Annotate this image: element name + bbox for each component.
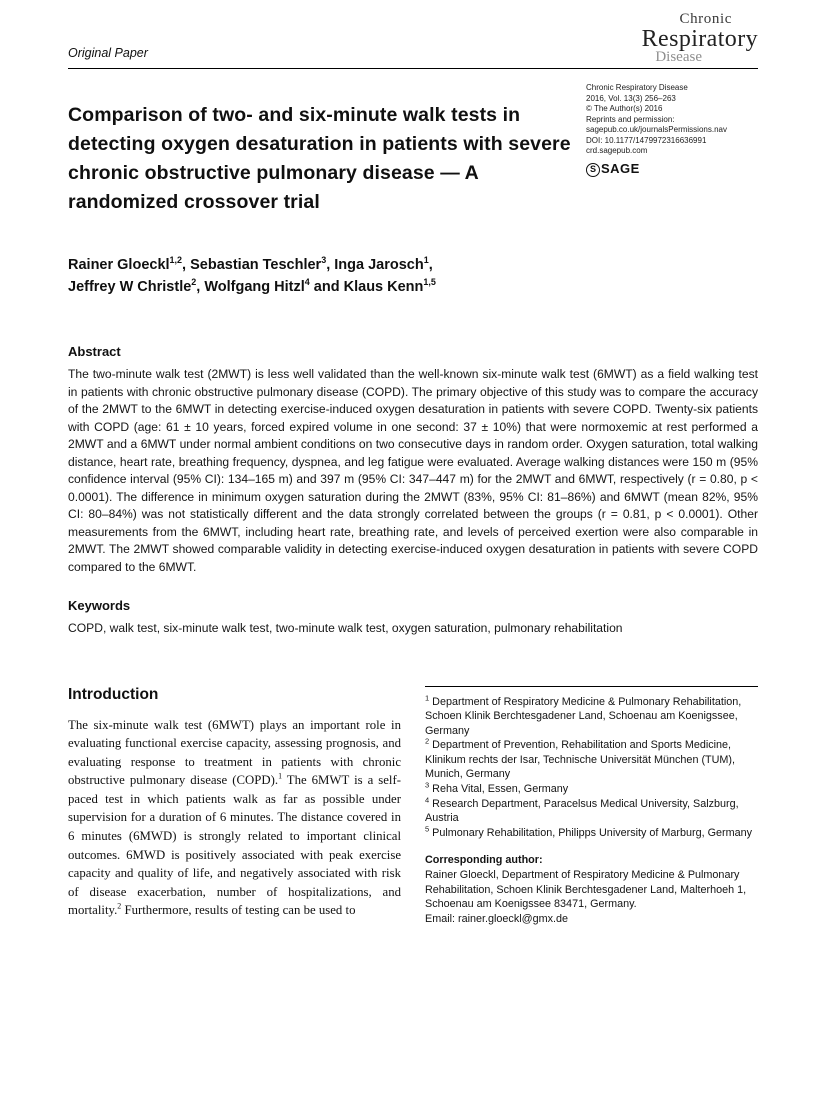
introduction-paragraph (68, 716, 401, 921)
meta-journal-name: Chronic Respiratory Disease (586, 83, 688, 92)
affiliation-number: 1 (425, 692, 430, 702)
author-name: Sebastian Teschler (190, 257, 322, 273)
title-meta-row (68, 69, 758, 298)
intro-text-part: The six-minute walk test (6MWT) plays an important role in evaluating functional exercise capacity, assessing prognosis, and evaluating response to treatment in patients with chronic obstructive pulmonary disease (COPD). (68, 717, 401, 788)
author-affil-sup: 3 (321, 255, 327, 266)
corresponding-author-text: Rainer Gloeckl, Department of Respiratory Medicine & Pulmonary Rehabilitation, Schoen Klinik Berchtesgadener Land, Malterhoeh 1, Schoenau am Koenigssee 83471, Germany. (425, 869, 747, 911)
meta-copyright: © The Author(s) 2016 (586, 104, 663, 113)
meta-reprints: Reprints and permission: (586, 114, 675, 124)
author-name: Wolfgang Hitzl (204, 278, 305, 295)
abstract-section (68, 344, 758, 576)
abstract-text: The two-minute walk test (2MWT) is less well validated than the well-known six-minute walk test (6MWT) as a field walking test in patients with chronic obstructive pulmonary disease (COPD). The primary objective of this study was to compare the accuracy of the 2MWT to the 6MWT in detecting exercise-induced oxygen desaturation in patients with severe COPD. Twenty-six patients with COPD (age: 61 ± 10 years, forced expired volume in one second: 37 ± 10%) that were normoxemic at rest performed a 2MWT and a 6MWT under normal ambient conditions on two consecutive days in random order. Oxygen saturation, total walking distance, heart rate, breathing frequency, dyspnea, and leg fatigue were evaluated. Average walking distances were 150 m (95% confidence interval (95% CI): 134–165 m) and 397 m (95% CI: 347–447 m) for the 2MWT and 6MWT, respectively (r = 0.80, p < 0.0001). The difference in minimum oxygen saturation during the 2MWT (83%, 95% CI: 81–86%) and 6MWT (mean 82%, 95% CI: 80–84%) was not statistically different and the data strongly correlated between the groups (r = 0.81, p < 0.0001). Other measurements from the 6MWT, including heart rate, breathing rate, and levels of perceived exertion were also comparable in 2MWT. The 2MWT showed comparable validity in detecting exercise-induced oxygen desaturation in patients with severe COPD compared to the 6MWT. (68, 367, 758, 574)
journal-logo-line-disease: Disease (655, 49, 702, 65)
author-affil-sup: 1,2 (169, 255, 183, 266)
authors-line (68, 255, 573, 298)
meta-volume-pages: 2016, Vol. 13(3) 256–263 (586, 93, 676, 103)
author (68, 257, 190, 273)
journal-logo-line-chronic: Chronic (679, 11, 732, 27)
author (343, 276, 436, 295)
affiliation-number: 4 (425, 795, 430, 805)
author-separator: , (428, 257, 433, 273)
citation-meta-block (586, 83, 758, 298)
meta-doi: DOI: 10.1177/1479972316636991 (586, 135, 707, 145)
author-separator: , (326, 257, 335, 273)
author-name: Inga Jarosch (334, 257, 424, 273)
journal-logo (642, 12, 758, 65)
author-affil-sup: 4 (304, 276, 310, 287)
affiliation-text: Reha Vital, Essen, Germany (429, 783, 569, 796)
title-column (68, 69, 573, 298)
affiliation-item (425, 738, 758, 782)
introduction-column (68, 686, 401, 927)
intro-text-part: Furthermore, results of testing can be used to (121, 903, 356, 918)
corresponding-author-heading: Corresponding author: (425, 854, 543, 867)
corresponding-author-email: Email: rainer.gloeckl@gmx.de (425, 912, 568, 925)
paper-title: Comparison of two- and six-minute walk tests in detecting oxygen desaturation in patients with severe chronic obstructive pulmonary disease — A randomized crossover trial (68, 104, 571, 213)
sage-logo-text: SAGE (601, 161, 640, 177)
body-columns (68, 686, 758, 927)
affiliation-item (425, 782, 758, 797)
author-separator: and (309, 278, 344, 295)
author (68, 276, 205, 295)
author-name: Rainer Gloeckl (68, 257, 170, 273)
author-separator: , (196, 278, 205, 295)
author (204, 276, 344, 295)
affiliations-column (425, 686, 758, 927)
affiliation-item (425, 826, 758, 841)
affiliation-item (425, 797, 758, 826)
meta-permissions-url: sagepub.co.uk/journalsPermissions.nav (586, 125, 727, 134)
keywords-text: COPD, walk test, six-minute walk test, two-minute walk test, oxygen saturation, pulmonary rehabilitation (68, 621, 623, 635)
affiliation-text: Research Department, Paracelsus Medical University, Salzburg, Austria (425, 797, 739, 825)
author-affil-sup: 2 (191, 276, 197, 287)
affiliation-number: 3 (425, 780, 430, 790)
intro-text-part: The 6MWT is a self-paced test in which patients walk as far as possible under supervision for a duration of 6 minutes. The distance covered in 6 minutes (6MWD) is strongly related to important clinical outcomes. 6MWD is positively associated with peak exercise capacity and quality of life, and negatively associated with risk of disease exacerbation, number of hospitalizations, and mortality. (68, 773, 401, 918)
sage-logo (586, 163, 758, 177)
sage-circle-icon: S (586, 163, 600, 177)
page-header (68, 12, 758, 69)
meta-journal-url: crd.sagepub.com (586, 146, 648, 155)
affiliation-text: Department of Prevention, Rehabilitation and Sports Medicine, Klinikum rechts der Isar, Technische Universität München (TUM), Munich, Germany (425, 739, 736, 781)
keywords-section (68, 598, 758, 638)
reference-sup: 1 (278, 772, 283, 782)
introduction-heading: Introduction (68, 685, 159, 703)
author-affil-sup: 1 (423, 255, 429, 266)
author-separator: , (182, 257, 191, 273)
author-affil-sup: 1,5 (423, 276, 436, 287)
author (190, 257, 334, 273)
reference-sup: 2 (117, 902, 122, 912)
affiliation-text: Department of Respiratory Medicine & Pulmonary Rehabilitation, Schoen Klinik Berchtesgadener Land, Schoenau am Koenigssee, Germany (425, 695, 742, 737)
corresponding-author-block (425, 853, 758, 926)
affiliation-text: Pulmonary Rehabilitation, Philipps University of Marburg, Germany (429, 826, 753, 839)
affiliation-item (425, 692, 758, 739)
author-name: Klaus Kenn (343, 278, 424, 295)
keywords-heading: Keywords (68, 598, 131, 613)
author (334, 257, 432, 273)
journal-logo-line-respiratory: Respiratory (641, 26, 758, 52)
author-name: Jeffrey W Christle (68, 278, 192, 295)
paper-type-label: Original Paper (68, 46, 148, 60)
abstract-heading: Abstract (68, 344, 121, 359)
affiliation-number: 2 (425, 736, 430, 746)
affiliation-number: 5 (425, 824, 430, 834)
